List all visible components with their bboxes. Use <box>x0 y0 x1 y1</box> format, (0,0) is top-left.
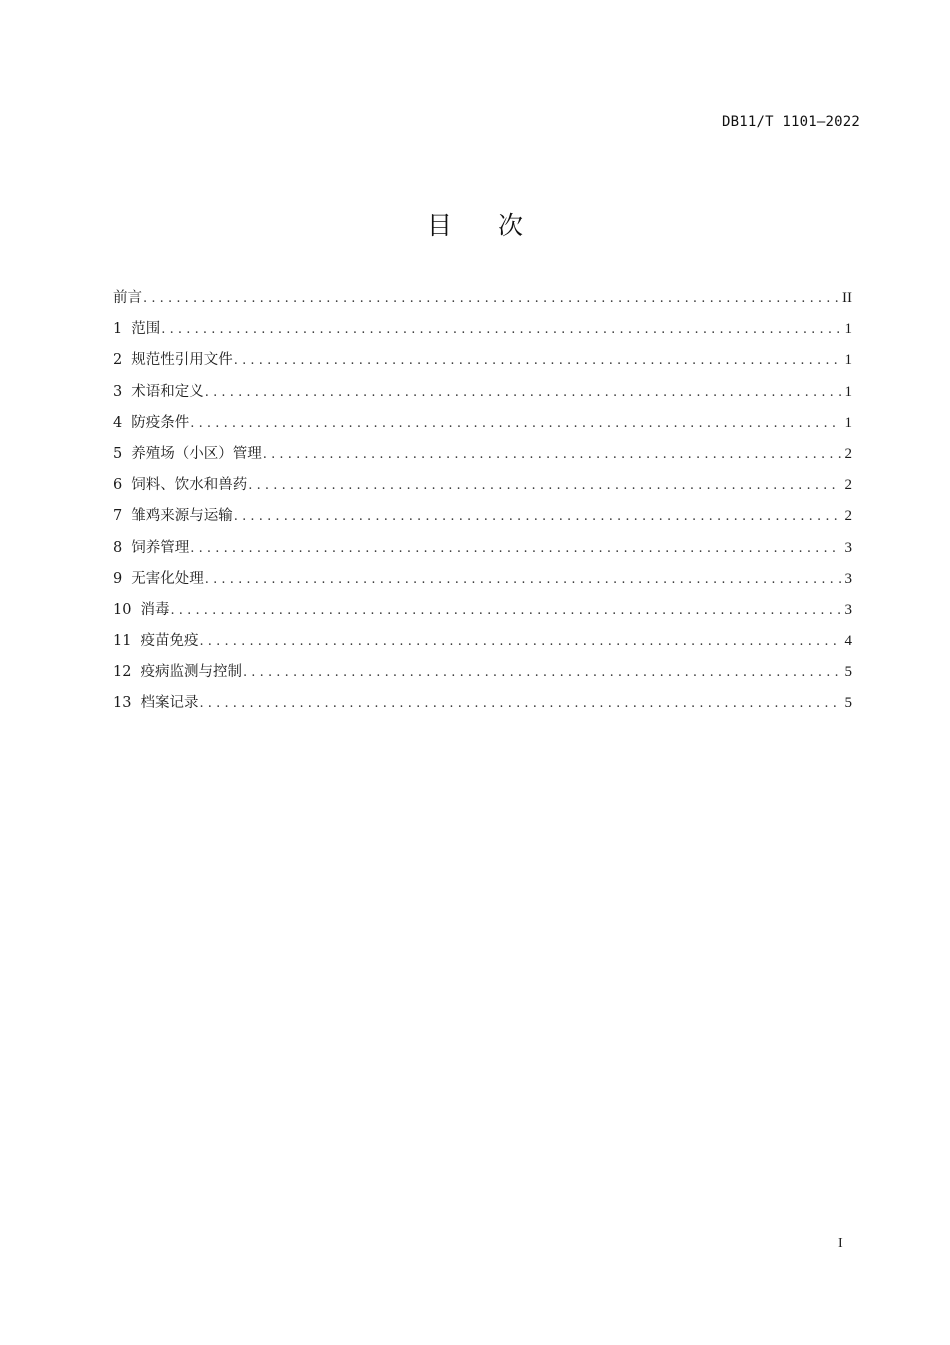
toc-entry-12[interactable] <box>113 660 852 691</box>
toc-entry-page: 5 <box>844 695 852 712</box>
toc-entry-11[interactable] <box>113 629 852 660</box>
toc-entry-number: 7 <box>113 508 123 525</box>
toc-entry-number: 4 <box>113 414 123 431</box>
toc-entry-label: 饲养管理 <box>131 539 190 556</box>
toc-entry-5[interactable] <box>113 442 852 473</box>
table-of-contents <box>113 286 852 723</box>
toc-entry-label: 档案记录 <box>140 695 199 712</box>
toc-entry-number: 2 <box>113 352 123 369</box>
toc-dot-leader <box>190 537 840 561</box>
toc-entry-number: 6 <box>113 477 123 494</box>
toc-dot-leader <box>263 443 841 467</box>
toc-entry-7[interactable] <box>113 504 852 535</box>
toc-entry-1[interactable] <box>113 317 852 348</box>
standard-code: DB11/T 1101—2022 <box>721 114 860 130</box>
toc-entry-label: 前言 <box>113 290 142 306</box>
toc-entry-label: 疫病监测与控制 <box>140 664 242 681</box>
toc-dot-leader <box>243 661 841 685</box>
toc-entry-2[interactable] <box>113 348 852 379</box>
toc-entry-page: 2 <box>844 477 852 494</box>
toc-dot-leader <box>199 692 840 716</box>
toc-entry-page: 5 <box>844 664 852 681</box>
toc-dot-leader <box>143 287 838 311</box>
toc-dot-leader <box>248 474 840 498</box>
toc-entry-page: 1 <box>844 321 852 338</box>
toc-dot-leader <box>190 412 840 436</box>
toc-dot-leader <box>234 349 841 373</box>
toc-entry-label: 消毒 <box>140 601 170 618</box>
toc-entry-page: 2 <box>844 445 852 462</box>
toc-entry-label: 疫苗免疫 <box>140 633 199 650</box>
toc-entry-label: 饲料、饮水和兽药 <box>131 477 248 494</box>
toc-entry-page: II <box>842 290 852 306</box>
toc-entry-number: 9 <box>113 570 123 587</box>
toc-entry-page: 1 <box>844 352 852 369</box>
toc-entry-page: 3 <box>844 539 852 556</box>
toc-entry-13[interactable] <box>113 691 852 722</box>
toc-entry-4[interactable] <box>113 411 852 442</box>
toc-entry-label: 规范性引用文件 <box>131 352 233 369</box>
toc-entry-8[interactable] <box>113 536 852 567</box>
toc-entry-9[interactable] <box>113 567 852 598</box>
toc-title: 目次 <box>426 211 569 240</box>
toc-entry-number: 12 <box>113 664 132 681</box>
toc-entry-label: 范围 <box>131 321 161 338</box>
toc-dot-leader <box>161 318 840 342</box>
toc-entry-10[interactable] <box>113 598 852 629</box>
toc-entry-number: 13 <box>113 695 132 712</box>
toc-entry-number: 3 <box>113 383 123 400</box>
toc-entry-foreword[interactable] <box>113 286 852 317</box>
toc-entry-number: 8 <box>113 539 123 556</box>
toc-entry-number: 5 <box>113 445 123 462</box>
toc-entry-page: 2 <box>844 508 852 525</box>
toc-entry-page: 1 <box>844 414 852 431</box>
toc-entry-page: 3 <box>844 601 852 618</box>
toc-entry-number: 1 <box>113 321 123 338</box>
toc-entry-page: 4 <box>844 633 852 650</box>
toc-entry-number: 11 <box>113 633 132 650</box>
toc-entry-number: 10 <box>113 601 132 618</box>
toc-entry-label: 雏鸡来源与运输 <box>131 508 233 525</box>
page-number: I <box>838 1236 843 1251</box>
toc-dot-leader <box>205 568 841 592</box>
toc-dot-leader <box>205 381 841 405</box>
toc-dot-leader <box>170 599 840 623</box>
toc-entry-label: 术语和定义 <box>131 383 204 400</box>
toc-entry-3[interactable] <box>113 380 852 411</box>
toc-entry-page: 1 <box>844 383 852 400</box>
toc-entry-label: 养殖场（小区）管理 <box>131 445 262 462</box>
toc-entry-label: 无害化处理 <box>131 570 204 587</box>
toc-dot-leader <box>234 505 841 529</box>
toc-entry-6[interactable] <box>113 473 852 504</box>
toc-entry-page: 3 <box>844 570 852 587</box>
toc-dot-leader <box>199 630 840 654</box>
toc-entry-label: 防疫条件 <box>131 414 190 431</box>
